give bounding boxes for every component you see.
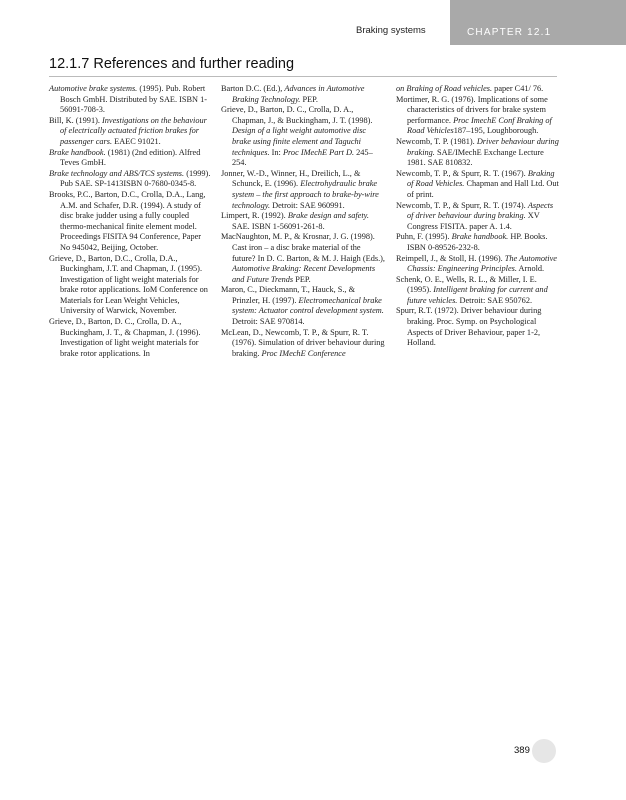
reference-column-2 (221, 84, 385, 359)
reference-text: Barton D.C. (Ed.), (221, 84, 285, 93)
reference-italic-text: Brake design and safety. (287, 211, 369, 221)
reference-text: Grieve, D., Barton, D.C., Crolla, D.A., Buckingham, J.T. and Chapman, J. (1995). Investigation of light weight materials for brake rotor applications. IoM Conference on Materials for Lean Weight Vehicles, University of Warwick, November. (49, 253, 208, 316)
reference-entry (49, 190, 213, 254)
page-number: 389 (514, 745, 530, 756)
reference-italic-text: Automotive Braking: Recent Developments and Future Trends (232, 264, 376, 284)
reference-text: Schenk, O. E., Wells, R. L., & Miller, I. E. (1995). (396, 274, 537, 295)
reference-italic-text: Brake handbook. (49, 147, 106, 157)
reference-text: XV Congress FISITA. paper A. 1.4. (407, 211, 540, 231)
reference-text: Newcomb, T. P., & Spurr, R. T. (1967). (396, 168, 528, 178)
chapter-label: CHAPTER 12.1 (467, 27, 552, 38)
reference-text: PEP. (293, 274, 311, 284)
reference-italic-text: Electrohydraulic brake system – the first approach to brake-by-wire technology. (232, 179, 379, 210)
reference-italic-text: Electromechanical brake system: Actuator control development system. (232, 295, 384, 316)
reference-text: PEP. (300, 94, 318, 104)
reference-column-1 (49, 84, 213, 359)
reference-text: Grieve, D., Barton, D. C., Crolla, D. A., Buckingham, J. T., & Chapman, J. (1996). Investigation of light weight materials for brake rotor applications. In (49, 317, 201, 358)
reference-text: Jonner, W.-D., Winner, H., Dreilich, L., & Schunck, E. (1996). (221, 168, 361, 189)
reference-text: Arnold. (516, 264, 545, 274)
reference-entry (49, 169, 213, 190)
reference-text: Detroit: SAE 950762. (457, 295, 533, 305)
reference-entry (221, 105, 385, 169)
reference-entry (396, 306, 560, 348)
reference-italic-text: Brake technology and ABS/TCS systems. (49, 168, 185, 178)
reference-text: Puhn, F. (1995). (396, 232, 452, 242)
reference-entry (396, 201, 560, 233)
reference-italic-text: The Automotive Chassis: Engineering Principles. (407, 253, 557, 274)
reference-entry (396, 84, 560, 95)
reference-italic-text: Intelligent braking for current and future vehicles. (407, 285, 548, 305)
reference-italic-text: Proc IMechE Conference (261, 348, 346, 358)
reference-entry (396, 275, 560, 307)
reference-entry (49, 116, 213, 148)
page-circle-decoration (532, 739, 556, 763)
chapter-tab (450, 0, 626, 45)
reference-text: 245–254. (232, 147, 373, 168)
reference-italic-text: Design of a light weight automotive disc brake using finite element and Taguchi techniques. (232, 126, 367, 157)
page-number-badge (500, 737, 556, 765)
reference-text: MacNaughton, M. P., & Krosnar, J. G. (1998). Cast iron – a disc brake material of the future? In D. C. Barton, & M. J. Haigh (Eds.), (221, 232, 386, 263)
reference-text: (1999). Pub SAE. SP-1413ISBN 0-7680-0345-8. (60, 168, 211, 189)
reference-entry (49, 148, 213, 169)
reference-entry (396, 95, 560, 137)
reference-text: Newcomb, T. P., & Spurr, R. T. (1974). (396, 200, 528, 210)
reference-text: Maron, C., Dieckmann, T., Hauck, S., & Prinzler, H. (1997). (221, 285, 356, 305)
reference-italic-text: Driver behaviour during braking. (407, 136, 559, 157)
reference-italic-text: Proc ImechE Conf Braking of Road Vehicles (407, 115, 552, 136)
reference-entry (221, 84, 385, 105)
reference-entry (49, 317, 213, 359)
reference-text: Mortimer, R. G. (1976). Implications of some characteristics of drivers for brake system performance. (396, 94, 548, 125)
reference-text: SAE. ISBN 1-56091-261-8. (232, 221, 325, 231)
reference-entry (396, 137, 560, 169)
title-divider (49, 76, 557, 77)
reference-italic-text: Aspects of driver behaviour during braking. (407, 200, 554, 221)
running-header-section: Braking systems (356, 25, 426, 36)
reference-entry (221, 211, 385, 232)
reference-text: Brooks, P.C., Barton, D.C., Crolla, D.A., Lang, A.M. and Schafer, D.R. (1994). A study of disc brake judder using a fully coupled thermo-mechanical finite element model. Proceedings FISITA 94 Conference, Paper No 945042, Beijing, October. (49, 189, 206, 252)
reference-text: 187–195, Loughborough. (453, 126, 539, 136)
reference-text: Spurr, R.T. (1972). Driver behaviour during braking. Proc. Symp. on Psychological Aspects of Driver Behaviour, paper 1-2, Holland. (396, 306, 542, 348)
reference-text: Chapman and Hall Ltd. Out of print. (407, 179, 559, 199)
reference-italic-text: on Braking of Road vehicles. (396, 84, 493, 93)
reference-column-3 (396, 84, 560, 349)
reference-text: SAE/IMechE Exchange Lecture 1981. SAE 810832. (407, 147, 544, 168)
reference-text: HP. Books. ISBN 0-89526-232-8. (407, 232, 548, 252)
reference-entry (396, 232, 560, 253)
reference-entry (49, 84, 213, 116)
reference-italic-text: Advances in Automotive Braking Technology. (232, 84, 365, 104)
reference-text: Limpert, R. (1992). (221, 211, 288, 221)
reference-text: Newcomb, T. P. (1981). (396, 136, 477, 146)
reference-text: Grieve, D., Barton, D. C., Crolla, D. A., Chapman, J., & Buckingham, J. T. (1998). (221, 105, 373, 125)
reference-text: (1995). Pub. Robert Bosch GmbH. Distributed by SAE. ISBN 1-56091-708-3. (60, 84, 208, 115)
section-title: 12.1.7 References and further reading (49, 56, 295, 72)
reference-text: Detroit: SAE 970814. (232, 317, 305, 327)
reference-entry (221, 169, 385, 211)
reference-text: (1981) (2nd edition). Alfred Teves GmbH. (60, 147, 201, 168)
reference-text: In: (269, 147, 283, 157)
reference-entry (396, 254, 560, 275)
reference-text: Detroit: SAE 960991. (270, 200, 345, 210)
reference-entry (221, 285, 385, 327)
reference-text: Reimpell, J., & Stoll, H. (1996). (396, 253, 505, 263)
reference-text: McLean, D., Newcomb, T. P., & Spurr, R. T. (1976). Simulation of driver behaviour during braking. (221, 327, 385, 358)
reference-italic-text: Investigations on the behaviour of electrically actuated friction brakes for passenger cars. (60, 115, 207, 146)
reference-italic-text: Braking of Road Vehicles. (407, 168, 555, 189)
reference-entry (221, 328, 385, 360)
reference-italic-text: Brake handbook. (451, 232, 509, 242)
reference-text: paper C41/ 76. (492, 84, 544, 93)
reference-entry (49, 254, 213, 318)
reference-entry (396, 169, 560, 201)
reference-italic-text: Proc IMechE Part D. (282, 147, 355, 157)
reference-text: EAEC 91021. (112, 136, 161, 146)
reference-italic-text: Automotive brake systems. (49, 84, 138, 93)
reference-text: Bill, K. (1991). (49, 115, 103, 125)
reference-entry (221, 232, 385, 285)
